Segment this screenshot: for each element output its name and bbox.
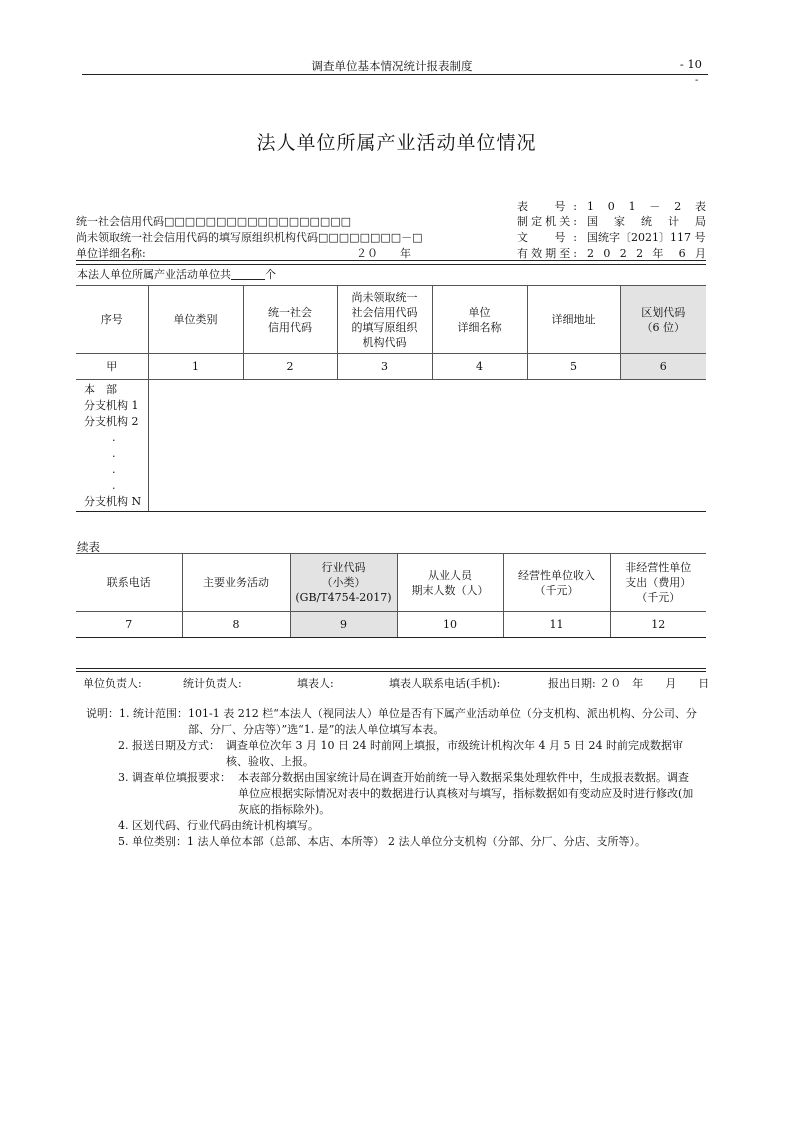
header-address [527,286,620,354]
filler-phone-field: 填表人联系电话(手机): [389,677,501,690]
table2-code-row [76,612,706,638]
note-4: 4. 区划代码、行业代码由统计机构填写。 [118,819,319,832]
row-label-ellipsis: . [112,463,116,476]
code-cell: 11 [503,612,610,638]
header-line: 单位类别 [173,313,218,326]
header-line: 详细名称 [457,320,502,334]
notes [86,706,716,850]
signature-divider-bottom [76,671,706,672]
header-divider [82,74,708,75]
header-nonoperating-expense [610,554,706,612]
page-dash: - [695,75,699,86]
unit-head-field: 单位负责人: [83,677,142,690]
code-cell: 甲 [76,354,148,380]
header-line: 从业人员 [428,568,472,582]
header-unit-name [432,286,527,354]
header-line: 详细地址 [551,313,596,326]
header-line: 期末人数（人） [411,583,489,597]
data-entry-area[interactable] [148,380,706,512]
header-line: 主要业务活动 [203,576,269,589]
signature-row [83,675,709,691]
note-1: 说明：1. 统计范围： 101-1 表 212 栏“本法人（视同法人）单位是否有下属产业活动单位（分支机构、派出机构、分公司、分部、分厂、分店等）”选“1. 是”的法人单位填写本表。 [86,707,697,736]
credit-code-label: 统一社会信用代码 [76,215,164,228]
header-line: 行业代码 [321,561,366,574]
continuation-label: 续表 [77,540,100,554]
header-operating-income [503,554,610,612]
header-line: （千元） [534,583,579,597]
header-line: （小类） [321,576,366,589]
running-header-title: 调查单位基本情况统计报表制度 [311,59,473,73]
unit-count-line: 本法人单位所属产业活动单位共 个 [77,268,276,281]
row-label-branch-2: 分支机构 2 [84,415,139,428]
row-label-branch-n: 分支机构 N [84,495,142,508]
header-org-code [337,286,432,354]
note-2: 2. 报送日期及方式： 调查单位次年 3 月 10 日 24 时前网上填报，市级统计机构次年 4 月 5 日 24 时前完成数据审核、验收、上报。 [118,739,683,768]
table1-header-row [76,286,706,354]
form-number: 表 号: 1 0 1 － 2 表 [517,200,706,213]
code-cell: 4 [432,354,527,380]
header-line: 单位 [468,305,491,319]
code-cell: 10 [397,612,503,638]
org-code-line [76,229,423,245]
org-code-boxes: □□□□□□□□－□ [318,231,423,244]
header-line: 联系电话 [106,576,151,589]
activity-units-table [76,285,706,512]
code-cell: 6 [620,354,706,380]
header-line: 经营性单位收入 [518,568,595,582]
note-3: 3. 调查单位填报要求： 本表部分数据由国家统计局在调查开始前统一导入数据采集处理软件中，生成报表数据。调查单位应根据实际情况对表中的数据进行认真核对与填写，指标数据如有变动应及时进行修改(加灰底的指标除外)。 [118,771,694,816]
stats-head-field: 统计负责人: [183,677,242,690]
credit-code-boxes: □□□□□□□□□□□□□□□□□□ [164,215,352,228]
meta-divider-top [76,260,706,261]
table2-header-row [76,554,706,612]
unit-count-blank[interactable] [231,269,265,280]
header-credit-code [243,286,337,354]
row-label-branch-1: 分支机构 1 [84,399,139,412]
header-line: (GB/T4754-2017) [295,591,392,604]
report-date-field: 报出日期: ２０ 年 月 日 [548,677,710,690]
continuation-table [76,553,706,638]
header-line: 社会信用代码 [351,305,418,319]
credit-code-line [76,213,351,229]
unit-name-line [76,245,146,261]
header-line: 尚未领取统一 [351,290,418,304]
row-label-ellipsis: . [112,431,116,444]
header-phone [76,554,182,612]
code-cell: 8 [182,612,290,638]
document-number: 文 号: 国统字〔2021〕117 号 [517,231,706,244]
header-line: （6 位） [641,320,685,334]
page-number: - 10 [679,57,702,71]
header-division-code [620,286,706,354]
filler-field: 填表人: [297,677,334,690]
header-line: 机构代码 [362,335,407,349]
meta-row-4 [76,245,706,260]
header-unit-category [148,286,243,354]
header-main-activity [182,554,290,612]
header-line: 的填写原组织 [351,320,418,334]
code-cell: 3 [337,354,432,380]
row-label-headquarters: 本 部 [84,383,117,396]
note-5: 5. 单位类别：1 法人单位本部（总部、本店、本所等） 2 法人单位分支机构（分部、分厂、分店、支所等）。 [118,835,646,848]
meta-row-3 [76,229,706,244]
row-labels [76,380,148,512]
document-title: 法人单位所属产业活动单位情况 [256,132,537,154]
table1-code-row [76,354,706,380]
authority: 制定机关: 国 家 统 计 局 [517,215,706,228]
code-cell: 7 [76,612,182,638]
header-line: 统一社会 [268,305,312,319]
code-cell: 2 [243,354,337,380]
running-header [82,57,702,73]
table1-body-row [76,380,706,512]
valid-until: 有效期至: 2 0 2 2 年 6 月 [517,247,706,260]
header-line: （千元） [636,591,681,604]
code-cell: 12 [610,612,706,638]
year-field: ２０ 年 [356,247,411,260]
header-line: 序号 [100,313,123,326]
code-cell: 9 [290,612,397,638]
header-line: 支出（费用） [625,576,692,589]
signature-divider-top [76,668,706,669]
code-cell: 1 [148,354,243,380]
header-line: 非经营性单位 [625,561,692,574]
code-cell: 5 [527,354,620,380]
org-code-label: 尚未领取统一社会信用代码的填写原组织机构代码 [76,231,318,244]
header-seq [76,286,148,354]
meta-row-1 [76,198,706,213]
header-line: 区划代码 [641,305,686,319]
row-label-ellipsis: . [112,447,116,460]
header-employees [397,554,503,612]
meta-divider-bottom [76,264,706,265]
header-industry-code [290,554,397,612]
unit-name-label: 单位详细名称: [76,247,146,260]
header-line: 信用代码 [268,320,312,334]
meta-row-2 [76,213,706,228]
row-label-ellipsis: . [112,479,116,492]
